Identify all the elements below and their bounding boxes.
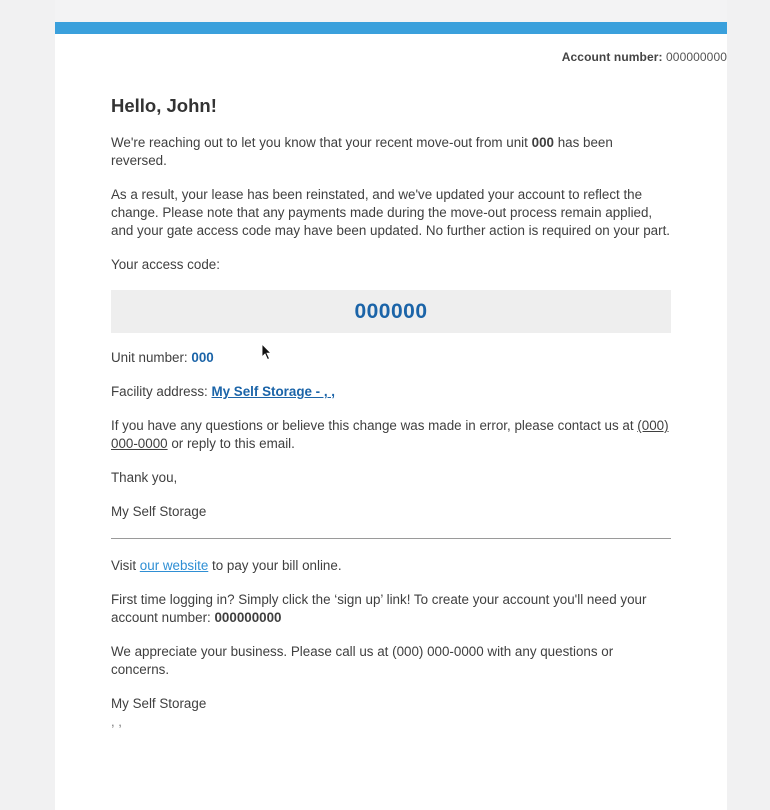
- appreciate-paragraph: We appreciate your business. Please call us at (000) 000-0000 with any questions or concerns.: [111, 644, 614, 677]
- questions-text-end: or reply to this email.: [171, 436, 295, 451]
- reinstated-paragraph: As a result, your lease has been reinstated, and we've updated your account to reflect the change. Please note that any payments made during the move-out process remain applied, and your gate access code may have been updated. No further action is required on your part.: [111, 187, 671, 238]
- footer-signature: My Self Storage: [111, 696, 207, 711]
- footer-divider: [111, 538, 671, 539]
- first-time-text: First time logging in? Simply click the ‘sign up’ link! To create your account you'll need your account number:: [111, 592, 647, 625]
- footer-address-dots: , ,: [111, 714, 122, 729]
- intro-text: We're reaching out to let you know that your recent move-out from unit: [111, 135, 528, 150]
- signature-text: My Self Storage: [111, 504, 207, 519]
- visit-website-line: [111, 557, 671, 575]
- first-time-paragraph: [111, 591, 671, 627]
- access-code-label: Your access code:: [111, 257, 220, 272]
- facility-address-label: Facility address:: [111, 384, 208, 399]
- facility-address-link[interactable]: My Self Storage - , ,: [211, 384, 336, 399]
- visit-text-end: to pay your bill online.: [212, 558, 342, 573]
- left-margin: [0, 0, 55, 810]
- access-code-box: [111, 290, 671, 333]
- contact-phone-link[interactable]: (000) 000-0000: [111, 418, 669, 451]
- website-link[interactable]: our website: [139, 558, 209, 573]
- visit-text: Visit: [111, 558, 137, 573]
- intro-unit-number: 000: [531, 135, 554, 150]
- thank-you-text: Thank you,: [111, 470, 178, 485]
- intro-text-end: has been reversed.: [111, 135, 613, 168]
- questions-text: If you have any questions or believe this change was made in error, please contact us at: [111, 418, 634, 433]
- mouse-pointer-icon: [261, 343, 273, 361]
- questions-paragraph: [111, 417, 671, 453]
- account-number-label: Account number:: [561, 50, 663, 64]
- facility-address-line: [111, 383, 671, 401]
- first-time-account-number: 000000000: [214, 610, 282, 625]
- account-number-value: 000000000: [666, 50, 727, 64]
- right-margin: [727, 0, 770, 810]
- access-code-value: 000000: [354, 299, 428, 323]
- accent-bar: [55, 22, 727, 34]
- greeting-heading: Hello, John!: [111, 95, 217, 116]
- unit-number-label: Unit number:: [111, 350, 188, 365]
- unit-number-line: [111, 349, 671, 367]
- account-number-line: [562, 50, 727, 64]
- email-content: [111, 94, 671, 727]
- email-body: [55, 22, 727, 810]
- intro-paragraph: [111, 134, 671, 170]
- unit-number-value: 000: [191, 350, 214, 365]
